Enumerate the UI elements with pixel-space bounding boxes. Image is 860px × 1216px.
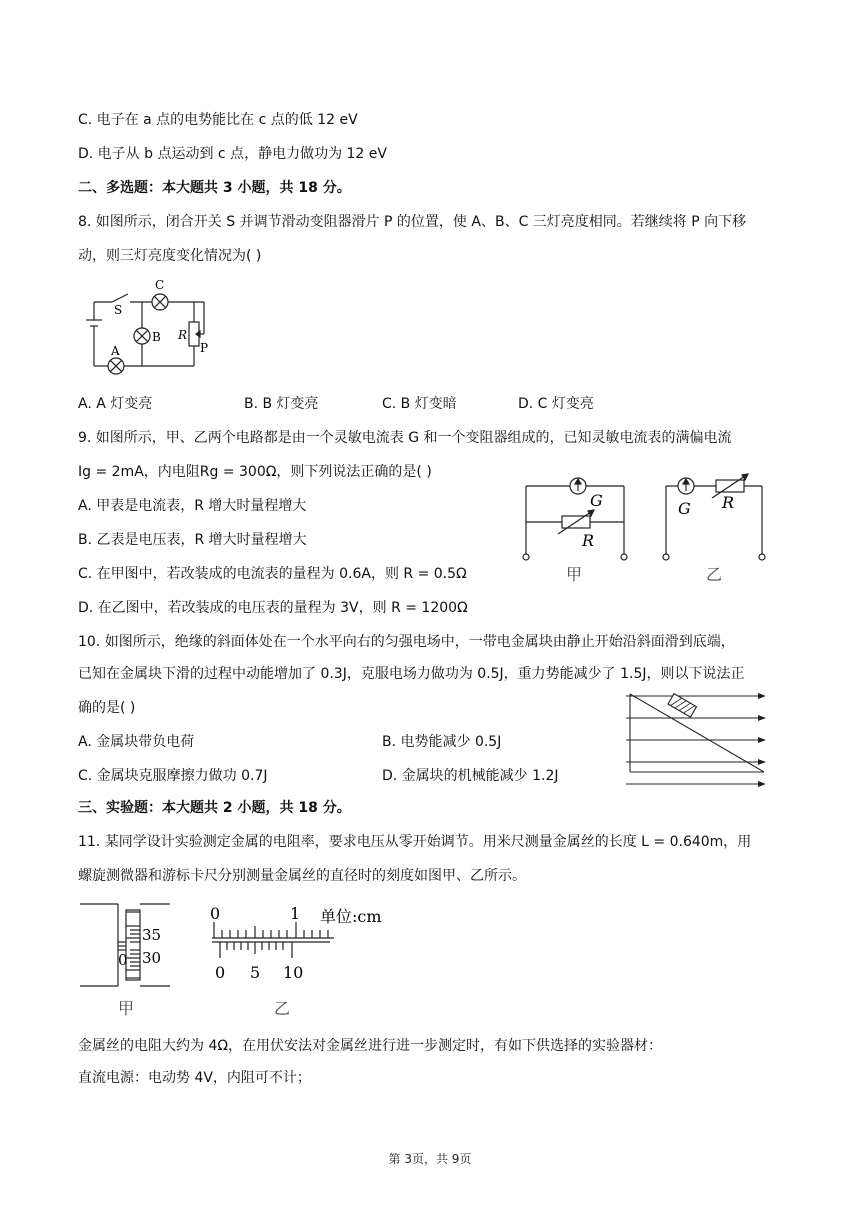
q11-caliper-figure [204, 902, 404, 1020]
q11-caliper-vernier-10: 10 [283, 963, 304, 982]
q9-jia-label-r: R [582, 531, 595, 550]
q10-stem-line1: 10. 如图所示，绝缘的斜面体处在一个水平向右的匀强电场中，一带电金属块由静止开始沿斜面滑到底端， [78, 634, 735, 650]
q8-option-c: C. B 灯变暗 [382, 396, 457, 412]
q9-option-d: D. 在乙图中，若改装成的电压表的量程为 3V，则 R = 1200Ω [78, 600, 468, 616]
q10-stem-line3: 确的是( ) [78, 700, 136, 716]
q9-stem-line1: 9. 如图所示，甲、乙两个电路都是由一个灵敏电流表 G 和一个变阻器组成的，已知灵敏电流表的满偏电流 [78, 430, 732, 446]
q9-option-a: A. 甲表是电流表，R 增大时量程增大 [78, 498, 307, 514]
q11-caliper-vernier-5: 5 [250, 963, 261, 982]
q11-stem-line2: 螺旋测微器和游标卡尺分别测量金属丝的直径时的刻度如图甲、乙所示。 [78, 868, 526, 884]
q7-option-d: D. 电子从 b 点运动到 c 点，静电力做功为 12 eV [78, 146, 387, 162]
q8-label-s: S [114, 303, 123, 317]
q11-stem-line1: 11. 某同学设计实验测定金属的电阻率，要求电压从零开始调节。用米尺测量金属丝的长度 L = 0.640m，用 [78, 834, 752, 850]
q11-micrometer-tick-0: 0 [118, 951, 128, 969]
q7-option-c: C. 电子在 a 点的电势能比在 c 点的低 12 eV [78, 112, 358, 128]
q9-yi-label-r: R [722, 493, 735, 512]
q9-option-b: B. 乙表是电压表，R 增大时量程增大 [78, 532, 307, 548]
q9-circuits-figure [516, 470, 772, 588]
q11-text-power-source: 直流电源：电动势 4V，内阻可不计； [78, 1070, 311, 1086]
q8-label-a: A [111, 344, 120, 358]
q10-option-b: B. 电势能减少 0.5J [382, 734, 502, 750]
q8-label-p: P [200, 341, 209, 355]
q11-text-resistance: 金属丝的电阻大约为 4Ω，在用伏安法对金属丝进行进一步测定时，有如下供选择的实验器材： [78, 1038, 663, 1054]
q8-label-r: R [178, 328, 188, 342]
q10-stem-line2: 已知在金属块下滑的过程中动能增加了 0.3J，克服电场力做功为 0.5J，重力势能减少了 1.5J，则以下说法正 [78, 666, 745, 682]
q10-option-c: C. 金属块克服摩擦力做功 0.7J [78, 768, 268, 784]
section-heading-multiple-choice: 二、多选题：本大题共 3 小题，共 18 分。 [78, 180, 351, 196]
q10-option-d: D. 金属块的机械能减少 1.2J [382, 768, 559, 784]
q9-figure-label-yi: 乙 [706, 565, 723, 584]
q9-jia-label-g: G [590, 491, 603, 510]
q11-micrometer-figure [80, 902, 180, 1020]
q11-caliper-main-1: 1 [290, 904, 301, 923]
q8-option-a: A. A 灯变亮 [78, 396, 153, 412]
q11-micrometer-tick-35: 35 [142, 926, 162, 944]
q11-caliper-main-0: 0 [210, 904, 221, 923]
q10-option-a: A. 金属块带负电荷 [78, 734, 195, 750]
q8-circuit-figure [84, 276, 224, 382]
section-heading-experiment: 三、实验题：本大题共 2 小题，共 18 分。 [78, 800, 351, 816]
q8-option-d: D. C 灯变亮 [518, 396, 594, 412]
q8-option-b: B. B 灯变亮 [244, 396, 319, 412]
q10-incline-figure [622, 688, 772, 792]
q11-micrometer-tick-30: 30 [142, 949, 162, 967]
q9-option-c: C. 在甲图中，若改装成的电流表的量程为 0.6A，则 R = 0.5Ω [78, 566, 467, 582]
q9-figure-label-jia: 甲 [566, 565, 583, 584]
q11-caliper-label: 乙 [274, 999, 291, 1018]
q8-stem-line1: 8. 如图所示，闭合开关 S 并调节滑动变阻器滑片 P 的位置，使 A、B、C 三灯亮度相同。若继续将 P 向下移 [78, 214, 747, 230]
q9-yi-label-g: G [678, 499, 691, 518]
q8-label-b: B [152, 330, 161, 344]
q8-stem-line2: 动，则三灯亮度变化情况为( ) [78, 248, 262, 264]
page-footer: 第 3页，共 9页 [388, 1152, 472, 1166]
q11-caliper-unit: 单位:cm [320, 907, 382, 926]
q11-micrometer-label: 甲 [118, 999, 135, 1018]
q11-caliper-vernier-0: 0 [215, 963, 226, 982]
q9-stem-line2: Ig = 2mA，内电阻Rg = 300Ω，则下列说法正确的是( ) [78, 464, 432, 480]
q8-label-c: C [155, 278, 165, 292]
